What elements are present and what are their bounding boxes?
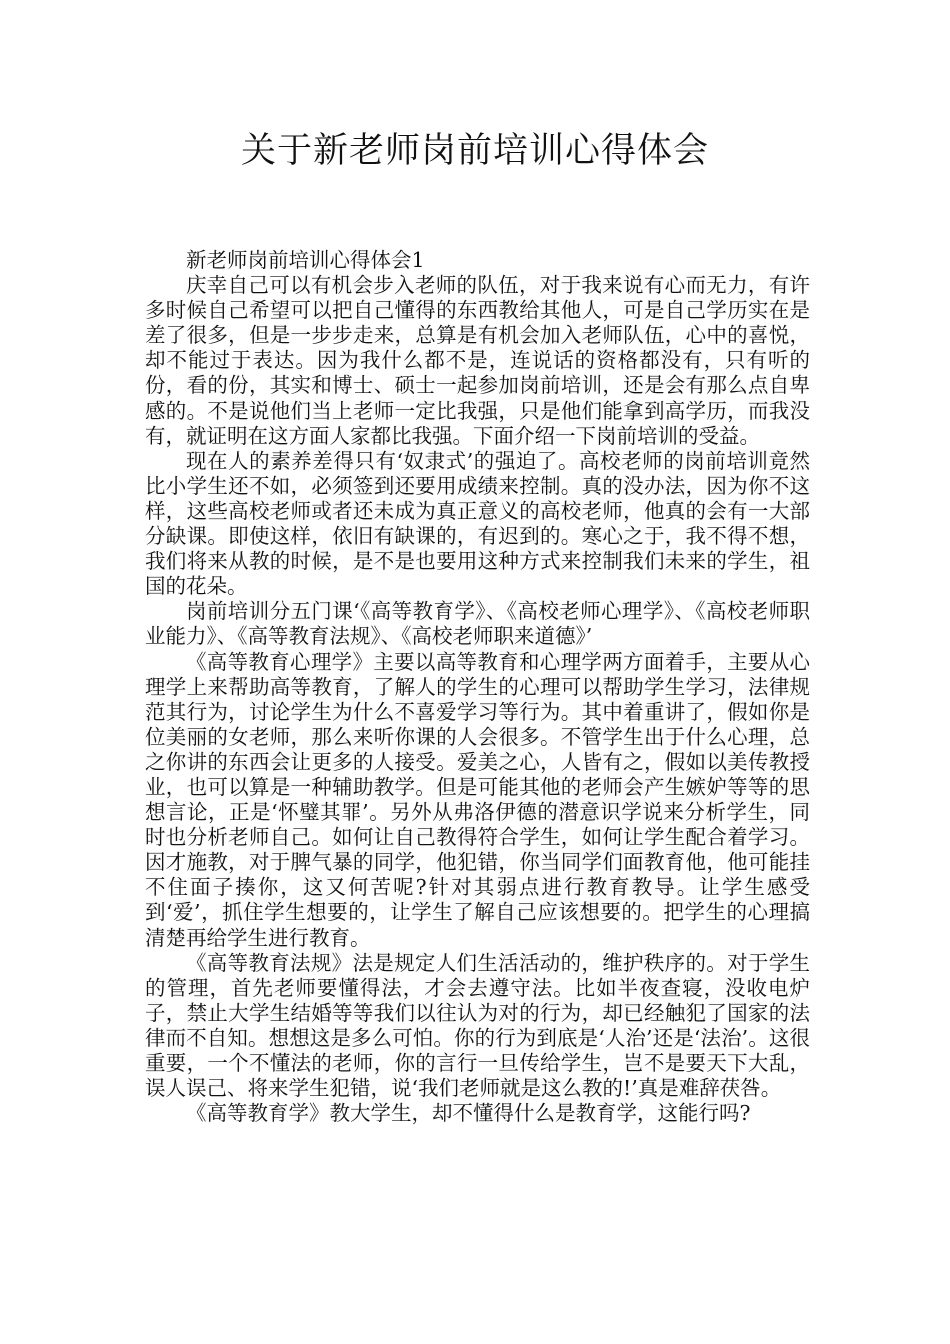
section-heading: 新老师岗前培训心得体会1 [186, 248, 425, 272]
body-paragraph: 岗前培训分五门课‘《高等教育学》、《高校老师心理学》、《高校老师职业能力》、《高等教育法规》、《高校老师职来道德》’ [145, 599, 810, 649]
body-paragraph: 现在人的素养差得只有‘奴隶式’的强迫了。高校老师的岗前培训竟然比小学生还不如，必须签到还要用成绩来控制。真的没办法，因为你不这样，这些高校老师或者还未成为真正意义的高校老师，他真的会有一大部分缺课。即使这样，依旧有缺课的，有迟到的。寒心之于，我不得不想，我们将来从教的时候，是不是也要用这种方式来控制我们未来的学生，祖国的花朵。 [145, 448, 810, 599]
body-paragraph: 《高等教育心理学》主要以高等教育和心理学两方面着手，主要从心理学上来帮助高等教育，了解人的学生的心理可以帮助学生学习，法律规范其行为，讨论学生为什么不喜爱学习等行为。其中着重讲了，假如你是位美丽的女老师，那么来听你课的人会很多。不管学生出于什么心理，总之你讲的东西会让更多的人接受。爱美之心，人皆有之，假如以美传教授业，也可以算是一种辅助教学。但是可能其他的老师会产生嫉妒等等的思想言论，正是‘怀璧其罪’。另外从弗洛伊德的潜意识学说来分析学生，同时也分析老师自己。如何让自己教得符合学生，如何让学生配合着学习。因才施教，对于脾气暴的同学，他犯错，你当同学们面教育他，他可能挂不住面子揍你，这又何苦呢?针对其弱点进行教育教导。让学生感受到‘爱’，抓住学生想要的，让学生了解自己应该想要的。把学生的心理搞清楚再给学生进行教育。 [145, 649, 810, 950]
document-body [145, 248, 810, 1126]
body-paragraph: 庆幸自己可以有机会步入老师的队伍，对于我来说有心而无力，有许多时候自己希望可以把自己懂得的东西教给其他人，可是自己学历实在是差了很多，但是一步步走来，总算是有机会加入老师队伍，心中的喜悦，却不能过于表达。因为我什么都不是，连说话的资格都没有，只有听的份，看的份，其实和博士、硕士一起参加岗前培训，还是会有那么点自卑感的。不是说他们当上老师一定比我强，只是他们能拿到高学历，而我没有，就证明在这方面人家都比我强。下面介绍一下岗前培训的受益。 [145, 273, 810, 448]
document-title: 关于新老师岗前培训心得体会 [240, 131, 709, 171]
body-paragraph: 《高等教育法规》法是规定人们生活活动的，维护秩序的。对于学生的管理，首先老师要懂得法，才会去遵守法。比如半夜查寝，没收电炉子，禁止大学生结婚等等我们以往认为对的行为，却已经触犯了国家的法律而不自知。想想这是多么可怕。你的行为到底是‘人治’还是‘法治’。这很重要，一个不懂法的老师，你的言行一旦传给学生，岂不是要天下大乱，误人误己、将来学生犯错，说‘我们老师就是这么教的!’真是难辞茯咎。 [145, 950, 810, 1101]
body-paragraph: 《高等教育学》教大学生，却不懂得什么是教育学，这能行吗? [186, 1101, 751, 1126]
